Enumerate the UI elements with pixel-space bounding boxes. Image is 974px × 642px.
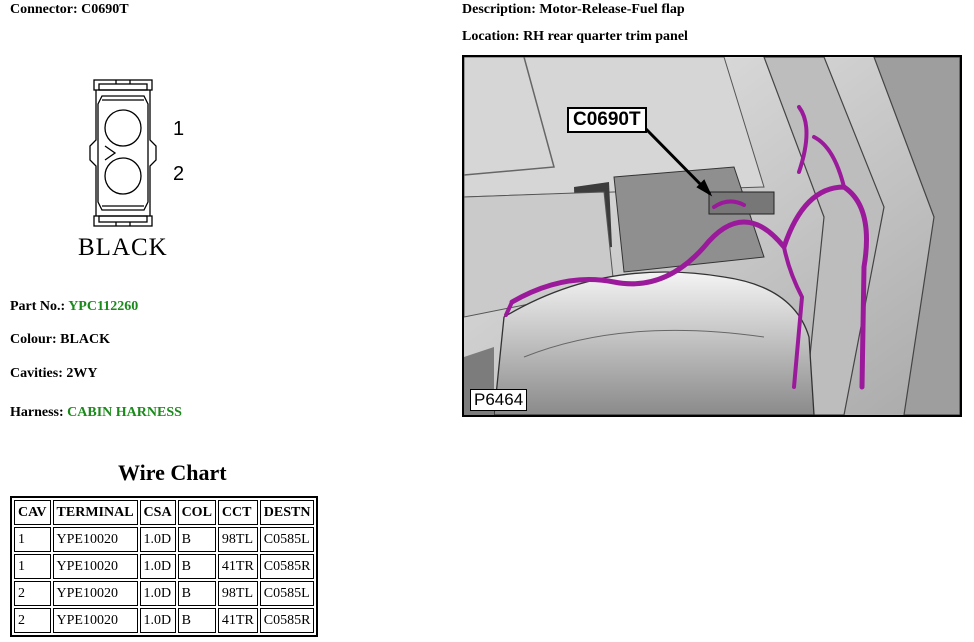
cell-cct: 98TL: [218, 581, 258, 606]
cell-terminal: YPE10020: [53, 554, 138, 579]
cavities-value: 2WY: [66, 366, 98, 381]
cell-csa: 1.0D: [140, 581, 176, 606]
photo-id-label: P6464: [470, 389, 527, 411]
cell-csa: 1.0D: [140, 554, 176, 579]
cell-destn: C0585R: [260, 608, 315, 633]
harness-label: Harness:: [10, 405, 64, 420]
cell-terminal: YPE10020: [53, 581, 138, 606]
header-terminal: TERMINAL: [53, 500, 138, 525]
header-cct: CCT: [218, 500, 258, 525]
cell-terminal: YPE10020: [53, 527, 138, 552]
table-row: [14, 527, 314, 552]
cell-col: B: [178, 581, 216, 606]
cell-cav: 2: [14, 581, 51, 606]
connector-value: C0690T: [81, 2, 129, 17]
colour-line: [10, 332, 110, 348]
cavities-line: [10, 366, 98, 382]
connector-colour-caption: BLACK: [78, 234, 168, 261]
wire-chart-title: Wire Chart: [118, 460, 227, 485]
location-line: [462, 29, 688, 45]
cell-destn: C0585L: [260, 527, 315, 552]
connector-label: Connector:: [10, 2, 78, 17]
wire-chart-table: [10, 496, 318, 637]
vehicle-interior-illustration: [464, 57, 960, 415]
table-row: [14, 608, 314, 633]
cell-csa: 1.0D: [140, 608, 176, 633]
location-photo: [462, 55, 962, 417]
photo-callout-label: C0690T: [567, 107, 647, 133]
cell-col: B: [178, 527, 216, 552]
description-label: Description:: [462, 2, 536, 17]
cell-csa: 1.0D: [140, 527, 176, 552]
header-cav: CAV: [14, 500, 51, 525]
connector-heading: [10, 2, 129, 18]
cavity-1-label: 1: [173, 118, 185, 140]
description-value: Motor-Release-Fuel flap: [539, 2, 685, 17]
cell-cav: 2: [14, 608, 51, 633]
table-row: [14, 581, 314, 606]
cell-col: B: [178, 554, 216, 579]
cell-cct: 41TR: [218, 554, 258, 579]
header-csa: CSA: [140, 500, 176, 525]
location-label: Location:: [462, 29, 520, 44]
header-destn: DESTN: [260, 500, 315, 525]
colour-label: Colour:: [10, 332, 57, 347]
cell-cct: 41TR: [218, 608, 258, 633]
cavity-2-label: 2: [173, 163, 185, 185]
location-value: RH rear quarter trim panel: [523, 29, 688, 44]
cell-destn: C0585R: [260, 554, 315, 579]
part-number-label: Part No.:: [10, 299, 66, 314]
description-line: [462, 2, 685, 18]
harness-line: [10, 405, 182, 421]
part-number-line: [10, 299, 138, 315]
cell-destn: C0585L: [260, 581, 315, 606]
cavities-label: Cavities:: [10, 366, 63, 381]
harness-link[interactable]: CABIN HARNESS: [67, 405, 182, 420]
wire-chart-header-row: [14, 500, 314, 525]
cell-cct: 98TL: [218, 527, 258, 552]
colour-value: BLACK: [60, 332, 110, 347]
cell-col: B: [178, 608, 216, 633]
cell-cav: 1: [14, 527, 51, 552]
cell-cav: 1: [14, 554, 51, 579]
part-number-link[interactable]: YPC112260: [68, 299, 139, 314]
cell-terminal: YPE10020: [53, 608, 138, 633]
header-col: COL: [178, 500, 216, 525]
table-row: [14, 554, 314, 579]
